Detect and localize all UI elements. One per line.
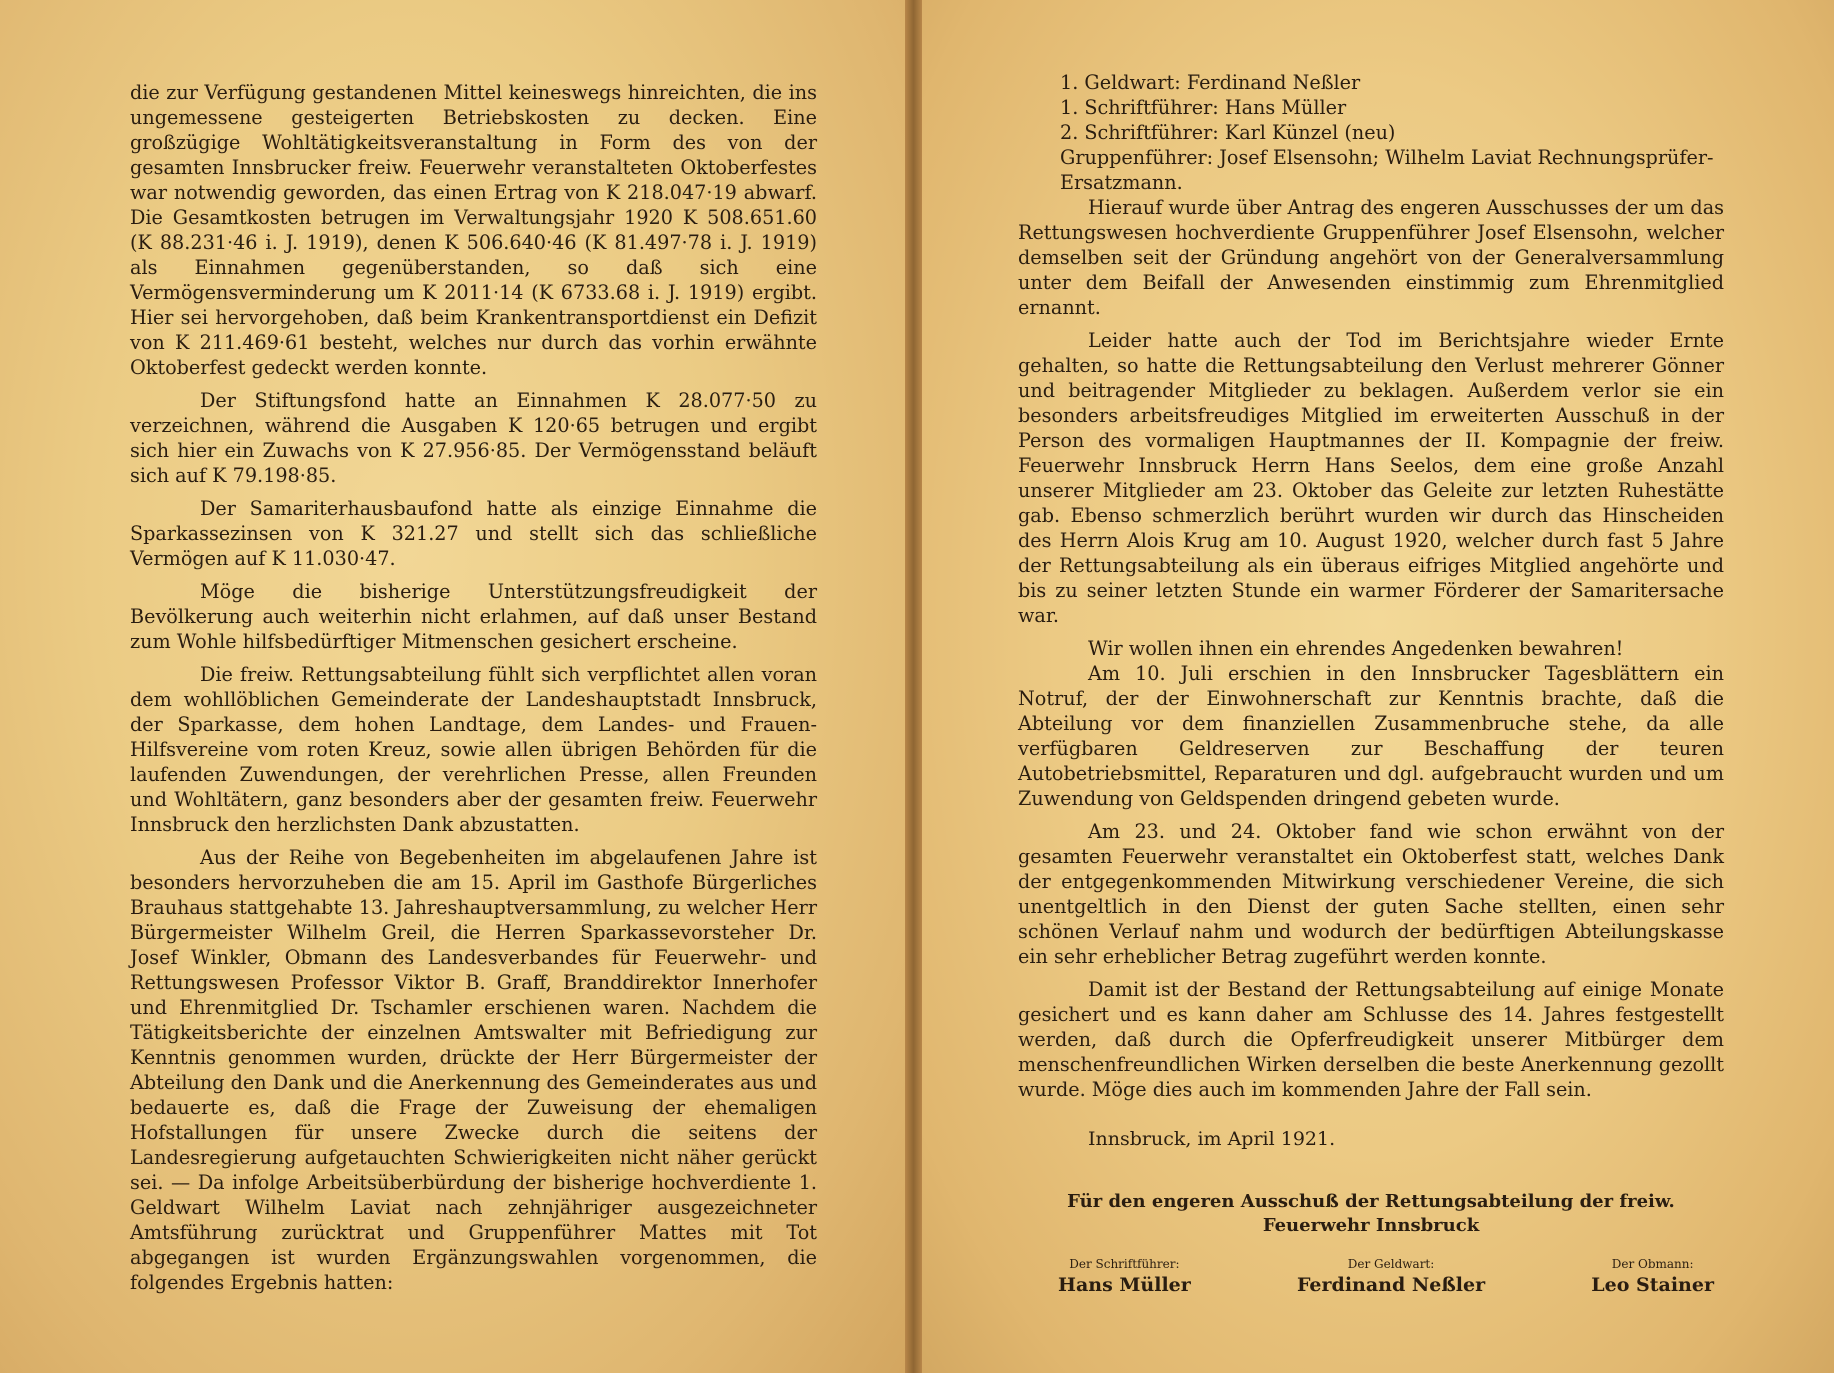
paragraph: Wir wollen ihnen ein ehrendes Angedenken bewahren! (1088, 637, 1624, 660)
paragraph: Am 23. und 24. Oktober fand wie schon erwähnt von der gesamten Feuerwehr veranstaltet ein Oktoberfest statt, welches Dank der entgegenkommenden Mitwirkung verschiedener Vereine, die sich unentgeltlich in den Dienst der guten Sache stellten, einen sehr schönen Verlauf nahm und wodurch der bedürftigen Abteilungskasse ein sehr erheblicher Betrag zugeführt werden konnte. (1018, 820, 1724, 968)
signature-chairman (1591, 1256, 1714, 1298)
paragraph: Leider hatte auch der Tod im Berichtsjahre wieder Ernte gehalten, so hatte die Rettungsabteilung den Verlust mehrerer Gönner und beitragender Mitglieder zu beklagen. Außerdem verlor sie ein besonders arbeitsfreudiges Mitglied im erweiterten Ausschuß in der Person des vormaligen Hauptmannes der II. Kompagnie der freiw. Feuerwehr Innsbruck Herrn Hans Seelos, dem eine große Anzahl unserer Mitglieder am 23. Oktober das Geleite zur letzten Ruhestätte gab. Ebenso schmerzlich berührt wurden wir durch das Hinscheiden des Herrn Alois Krug am 10. August 1920, welcher durch fast 5 Jahre der Rettungsabteilung als ein überaus eifriges Mitglied angehörte und bis zu seiner letzten Stunde ein warmer Förderer der Samaritersache war. (1018, 329, 1724, 627)
committee-heading-line-1: Für den engeren Ausschuß der Rettungsabteilung der freiw. (1067, 1191, 1675, 1212)
list-item: 2. Schriftführer: Karl Künzel (neu) (1060, 121, 1396, 144)
signature-role: Der Schriftführer: (1069, 1257, 1180, 1271)
signature-block (1018, 1256, 1724, 1298)
paragraph: Am 10. Juli erschien in den Innsbrucker Tagesblättern ein Notruf, der der Einwohnerschaft zur Kenntnis brachte, daß die Abteilung vor dem finanziellen Zusammenbruche stehe, da alle verfügbaren Geldreserven zur Beschaffung der teuren Autobetriebsmittel, Reparaturen und dgl. aufgebraucht wurden und um Zuwendung von Geldspenden dringend gebeten wurde. (1018, 662, 1724, 810)
signature-secretary (1058, 1256, 1191, 1298)
committee-heading (1018, 1190, 1724, 1238)
signature-name: Ferdinand Neßler (1296, 1274, 1486, 1296)
signature-role: Der Geldwart: (1347, 1257, 1435, 1271)
paragraph: Der Samariterhausbaufond hatte als einzige Einnahme die Sparkassezinsen von K 321.27 und stellt sich das schließliche Vermögen auf K 11.030·47. (130, 497, 817, 570)
election-results-list (1060, 70, 1724, 195)
paragraph: Damit ist der Bestand der Rettungsabteilung auf einige Monate gesichert und es kann daher am Schlusse des 14. Jahres festgestellt werden, daß durch die Opferfreudigkeit unserer Mitbürger dem menschenfreundlichen Wirken derselben die beste Anerkennung gezollt wurde. Möge dies auch im kommenden Jahre der Fall sein. (1018, 978, 1724, 1101)
paragraph: Aus der Reihe von Begebenheiten im abgelaufenen Jahre ist besonders hervorzuheben die am 15. April im Gasthofe Bürgerliches Brauhaus stattgehabte 13. Jahreshauptversammlung, zu welcher Herr Bürgermeister Wilhelm Greil, die Herren Sparkassevorsteher Dr. Josef Winkler, Obmann des Landesverbandes für Feuerwehr- und Rettungswesen Professor Viktor B. Graff, Branddirektor Innerhofer und Ehrenmitglied Dr. Tschamler erschienen waren. Nachdem die Tätigkeitsberichte der einzelnen Amtswalter mit Befriedigung zur Kenntnis genommen wurden, drückte der Herr Bürgermeister der Abteilung den Dank und die Anerkennung des Gemeinderates aus und bedauerte es, daß die Frage der Zuweisung der ehemaligen Hofstallungen für unsere Zwecke durch die seitens der Landesregierung aufgetauchten Schwierigkeiten nicht näher gerückt sei. — Da infolge Arbeitsüberbürdung der bisherige hochverdiente 1. Geldwart Wilhelm Laviat nach zehnjähriger ausgezeichneter Amtsführung zurücktrat und Gruppenführer Mattes mit Tot abgegangen ist wurden Ergänzungswahlen vorgenommen, die folgendes Ergebnis hatten: (130, 846, 817, 1294)
signature-name: Hans Müller (1058, 1274, 1191, 1296)
signature-treasurer (1297, 1256, 1485, 1298)
list-item: Gruppenführer: Josef Elsensohn; Wilhelm Laviat Rechnungsprüfer-Ersatzmann. (1060, 146, 1714, 194)
signature-name: Leo Stainer (1591, 1274, 1714, 1296)
place-date: Innsbruck, im April 1921. (1088, 1128, 1336, 1150)
paragraph: Möge die bisherige Unterstützungsfreudigkeit der Bevölkerung auch weiterhin nicht erlahmen, auf daß unser Bestand zum Wohle hilfsbedürftiger Mitmenschen gesichert erscheine. (130, 580, 817, 653)
paragraph: Der Stiftungsfond hatte an Einnahmen K 28.077·50 zu verzeichnen, während die Ausgaben K 120·65 betrugen und ergibt sich hier ein Zuwachs von K 27.956·85. Der Vermögensstand beläuft sich auf K 79.198·85. (130, 389, 817, 487)
committee-heading-line-2: Feuerwehr Innsbruck (1262, 1215, 1480, 1236)
paragraph: Die freiw. Rettungsabteilung fühlt sich verpflichtet allen voran dem wohllöblichen Gemeinderate der Landeshauptstadt Innsbruck, der Sparkasse, dem hohen Landtage, dem Landes- und Frauen-Hilfsvereine vom roten Kreuz, sowie allen übrigen Behörden für die laufenden Zuwendungen, der verehrlichen Presse, allen Freunden und Wohltätern, ganz besonders aber der gesamten freiw. Feuerwehr Innsbruck den herzlichsten Dank abzustatten. (130, 663, 817, 836)
paragraph: die zur Verfügung gestandenen Mittel keineswegs hinreichten, die ins ungemessene gesteigerten Betriebskosten zu decken. Eine großzügige Wohltätigkeitsveranstaltung in Form des von der gesamten Innsbrucker freiw. Feuerwehr veranstalteten Oktoberfestes war notwendig geworden, das einen Ertrag von K 218.047·19 abwarf. Die Gesamtkosten betrugen im Verwaltungsjahr 1920 K 508.651.60 (K 88.231·46 i. J. 1919), denen K 506.640·46 (K 81.497·78 i. J. 1919) als Einnahmen gegenüberstanden, so daß sich eine Vermögensverminderung um K 2011·14 (K 6733.68 i. J. 1919) ergibt. Hier sei hervorgehoben, daß beim Krankentransportdienst ein Defizit von K 211.469·61 besteht, welches nur durch das vorhin erwähnte Oktoberfest gedeckt werden konnte. (130, 81, 817, 379)
list-item: 1. Geldwart: Ferdinand Neßler (1060, 71, 1361, 94)
signature-role: Der Obmann: (1611, 1257, 1694, 1271)
right-page (922, 0, 1834, 1373)
book-gutter (905, 0, 922, 1373)
left-page (0, 0, 905, 1373)
list-item: 1. Schriftführer: Hans Müller (1060, 96, 1347, 119)
paragraph: Hierauf wurde über Antrag des engeren Ausschusses der um das Rettungswesen hochverdiente Gruppenführer Josef Elsensohn, welcher demselben seit der Gründung angehört von der Generalversammlung unter dem Beifall der Anwesenden einstimmig zum Ehrenmitglied ernannt. (1018, 196, 1724, 319)
